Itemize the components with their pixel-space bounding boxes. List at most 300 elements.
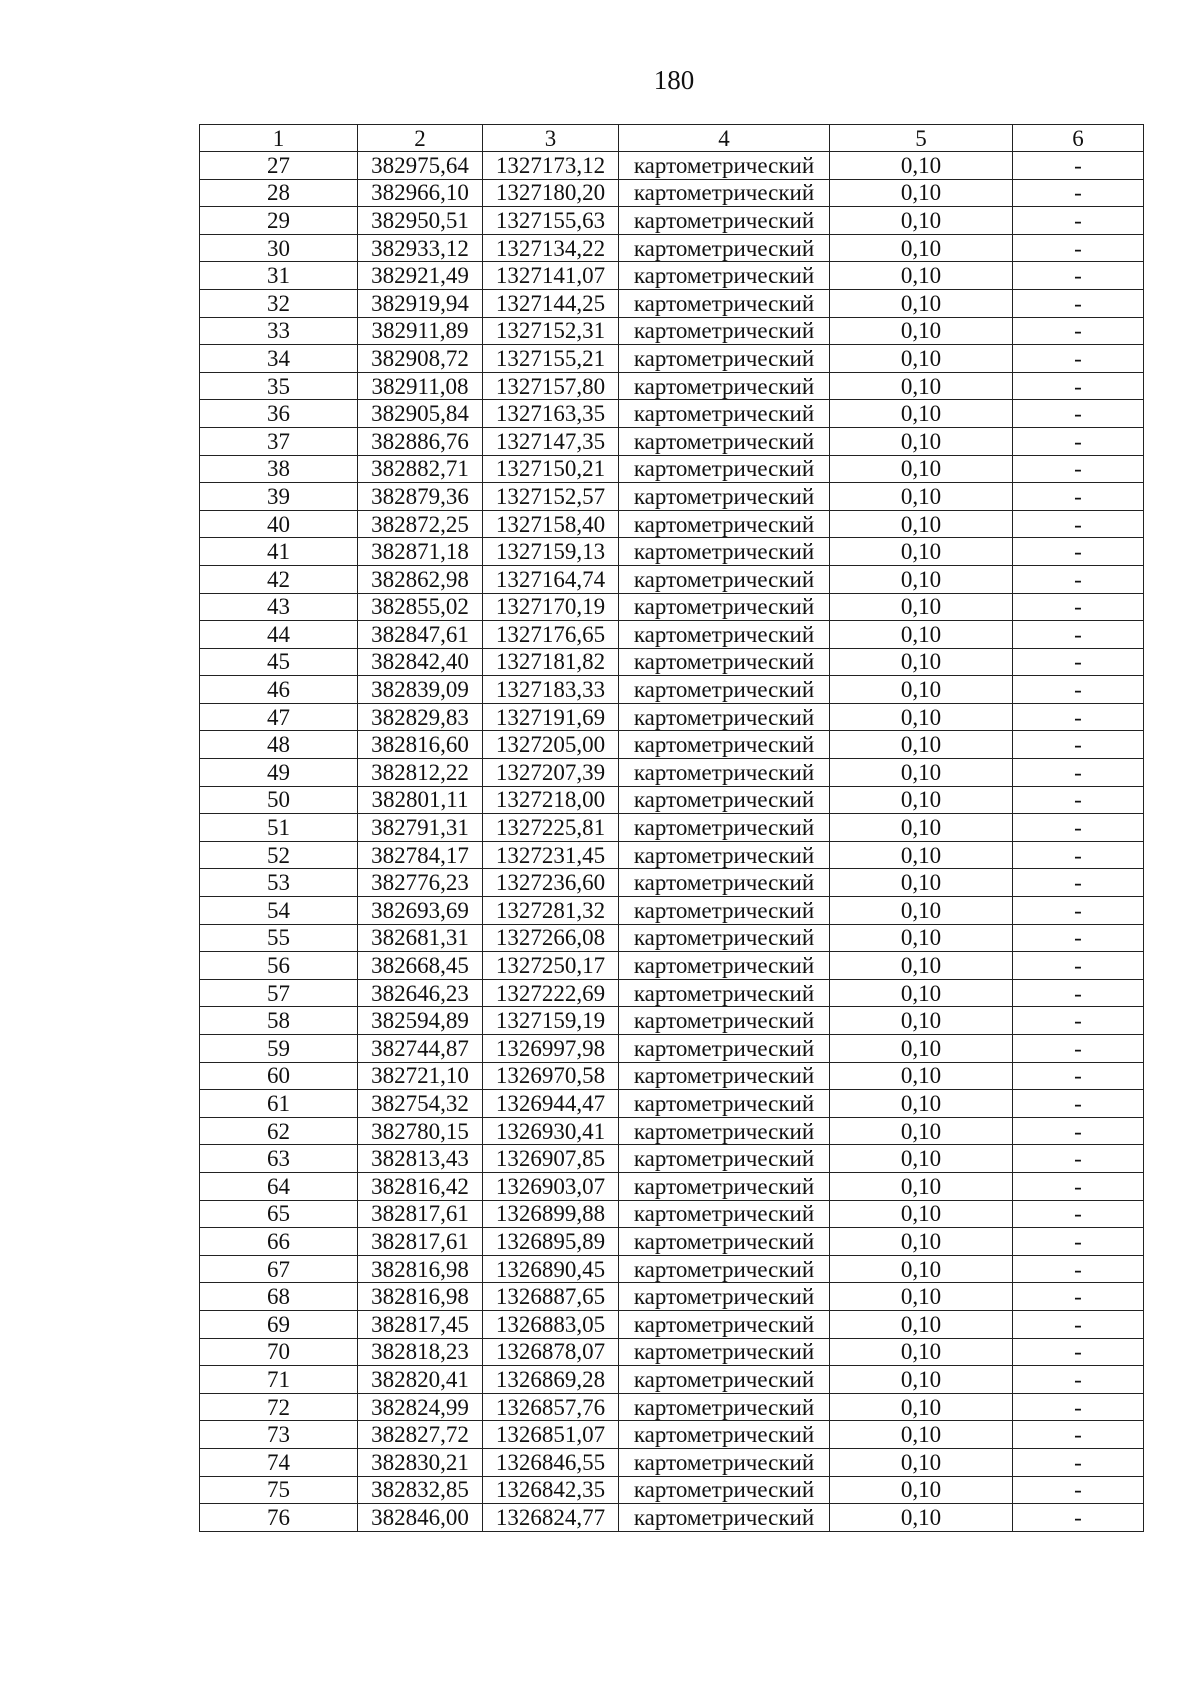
method-cell: картометрический	[619, 427, 830, 455]
note-cell: -	[1013, 262, 1144, 290]
point-number-cell: 61	[200, 1090, 358, 1118]
note-cell: -	[1013, 565, 1144, 593]
table-row	[200, 1117, 1144, 1145]
table-row	[200, 1421, 1144, 1449]
point-number-cell: 33	[200, 317, 358, 345]
y-coordinate-cell: 1327163,35	[483, 400, 619, 428]
x-coordinate-cell: 382754,32	[358, 1090, 483, 1118]
column-header-5: 5	[830, 125, 1013, 152]
note-cell: -	[1013, 1338, 1144, 1366]
x-coordinate-cell: 382911,08	[358, 372, 483, 400]
point-number-cell: 64	[200, 1172, 358, 1200]
table-row	[200, 1007, 1144, 1035]
method-cell: картометрический	[619, 731, 830, 759]
note-cell: -	[1013, 593, 1144, 621]
table-row	[200, 1090, 1144, 1118]
y-coordinate-cell: 1327225,81	[483, 814, 619, 842]
point-number-cell: 38	[200, 455, 358, 483]
accuracy-cell: 0,10	[830, 786, 1013, 814]
point-number-cell: 66	[200, 1228, 358, 1256]
x-coordinate-cell: 382817,61	[358, 1200, 483, 1228]
method-cell: картометрический	[619, 979, 830, 1007]
y-coordinate-cell: 1327183,33	[483, 676, 619, 704]
method-cell: картометрический	[619, 703, 830, 731]
table-row	[200, 510, 1144, 538]
note-cell: -	[1013, 1448, 1144, 1476]
page-number: 180	[653, 65, 695, 95]
note-cell: -	[1013, 621, 1144, 649]
accuracy-cell: 0,10	[830, 1366, 1013, 1394]
y-coordinate-cell: 1326899,88	[483, 1200, 619, 1228]
accuracy-cell: 0,10	[830, 1007, 1013, 1035]
accuracy-cell: 0,10	[830, 179, 1013, 207]
table-row	[200, 676, 1144, 704]
x-coordinate-cell: 382966,10	[358, 179, 483, 207]
accuracy-cell: 0,10	[830, 1145, 1013, 1173]
x-coordinate-cell: 382816,60	[358, 731, 483, 759]
table-header-row	[200, 125, 1144, 152]
table-row	[200, 289, 1144, 317]
method-cell: картометрический	[619, 1090, 830, 1118]
method-cell: картометрический	[619, 1421, 830, 1449]
accuracy-cell: 0,10	[830, 841, 1013, 869]
method-cell: картометрический	[619, 289, 830, 317]
table-row	[200, 234, 1144, 262]
note-cell: -	[1013, 731, 1144, 759]
point-number-cell: 59	[200, 1035, 358, 1063]
note-cell: -	[1013, 759, 1144, 787]
method-cell: картометрический	[619, 676, 830, 704]
method-cell: картометрический	[619, 1228, 830, 1256]
x-coordinate-cell: 382817,45	[358, 1310, 483, 1338]
note-cell: -	[1013, 372, 1144, 400]
x-coordinate-cell: 382950,51	[358, 207, 483, 235]
point-number-cell: 56	[200, 952, 358, 980]
table-row	[200, 897, 1144, 925]
x-coordinate-cell: 382784,17	[358, 841, 483, 869]
accuracy-cell: 0,10	[830, 510, 1013, 538]
table-row	[200, 317, 1144, 345]
y-coordinate-cell: 1327266,08	[483, 924, 619, 952]
method-cell: картометрический	[619, 1172, 830, 1200]
note-cell: -	[1013, 1255, 1144, 1283]
method-cell: картометрический	[619, 1504, 830, 1532]
point-number-cell: 27	[200, 152, 358, 180]
method-cell: картометрический	[619, 814, 830, 842]
table-row	[200, 1504, 1144, 1532]
point-number-cell: 34	[200, 345, 358, 373]
method-cell: картометрический	[619, 565, 830, 593]
y-coordinate-cell: 1326869,28	[483, 1366, 619, 1394]
table-row	[200, 262, 1144, 290]
note-cell: -	[1013, 1228, 1144, 1256]
table-row	[200, 207, 1144, 235]
method-cell: картометрический	[619, 1145, 830, 1173]
y-coordinate-cell: 1326930,41	[483, 1117, 619, 1145]
y-coordinate-cell: 1327205,00	[483, 731, 619, 759]
method-cell: картометрический	[619, 1255, 830, 1283]
point-number-cell: 28	[200, 179, 358, 207]
note-cell: -	[1013, 345, 1144, 373]
y-coordinate-cell: 1327134,22	[483, 234, 619, 262]
x-coordinate-cell: 382975,64	[358, 152, 483, 180]
table-row	[200, 952, 1144, 980]
point-number-cell: 73	[200, 1421, 358, 1449]
method-cell: картометрический	[619, 400, 830, 428]
x-coordinate-cell: 382886,76	[358, 427, 483, 455]
x-coordinate-cell: 382872,25	[358, 510, 483, 538]
method-cell: картометрический	[619, 179, 830, 207]
table-row	[200, 786, 1144, 814]
x-coordinate-cell: 382830,21	[358, 1448, 483, 1476]
y-coordinate-cell: 1326878,07	[483, 1338, 619, 1366]
x-coordinate-cell: 382839,09	[358, 676, 483, 704]
accuracy-cell: 0,10	[830, 262, 1013, 290]
accuracy-cell: 0,10	[830, 345, 1013, 373]
point-number-cell: 68	[200, 1283, 358, 1311]
method-cell: картометрический	[619, 1366, 830, 1394]
table-row	[200, 1172, 1144, 1200]
table-row	[200, 1283, 1144, 1311]
accuracy-cell: 0,10	[830, 1448, 1013, 1476]
point-number-cell: 29	[200, 207, 358, 235]
note-cell: -	[1013, 400, 1144, 428]
note-cell: -	[1013, 510, 1144, 538]
table-row	[200, 483, 1144, 511]
x-coordinate-cell: 382721,10	[358, 1062, 483, 1090]
table-row	[200, 1035, 1144, 1063]
table-row	[200, 814, 1144, 842]
table-row	[200, 1310, 1144, 1338]
y-coordinate-cell: 1327157,80	[483, 372, 619, 400]
method-cell: картометрический	[619, 1062, 830, 1090]
point-number-cell: 53	[200, 869, 358, 897]
method-cell: картометрический	[619, 897, 830, 925]
accuracy-cell: 0,10	[830, 152, 1013, 180]
y-coordinate-cell: 1326944,47	[483, 1090, 619, 1118]
x-coordinate-cell: 382801,11	[358, 786, 483, 814]
coordinates-table	[199, 124, 1144, 1532]
accuracy-cell: 0,10	[830, 952, 1013, 980]
point-number-cell: 37	[200, 427, 358, 455]
accuracy-cell: 0,10	[830, 897, 1013, 925]
x-coordinate-cell: 382846,00	[358, 1504, 483, 1532]
accuracy-cell: 0,10	[830, 1117, 1013, 1145]
accuracy-cell: 0,10	[830, 759, 1013, 787]
y-coordinate-cell: 1326842,35	[483, 1476, 619, 1504]
note-cell: -	[1013, 1476, 1144, 1504]
x-coordinate-cell: 382744,87	[358, 1035, 483, 1063]
accuracy-cell: 0,10	[830, 455, 1013, 483]
y-coordinate-cell: 1326824,77	[483, 1504, 619, 1532]
method-cell: картометрический	[619, 1338, 830, 1366]
y-coordinate-cell: 1327236,60	[483, 869, 619, 897]
method-cell: картометрический	[619, 621, 830, 649]
note-cell: -	[1013, 1035, 1144, 1063]
note-cell: -	[1013, 869, 1144, 897]
table-row	[200, 1145, 1144, 1173]
note-cell: -	[1013, 897, 1144, 925]
x-coordinate-cell: 382776,23	[358, 869, 483, 897]
method-cell: картометрический	[619, 1448, 830, 1476]
point-number-cell: 48	[200, 731, 358, 759]
x-coordinate-cell: 382882,71	[358, 455, 483, 483]
x-coordinate-cell: 382816,98	[358, 1255, 483, 1283]
method-cell: картометрический	[619, 1310, 830, 1338]
accuracy-cell: 0,10	[830, 234, 1013, 262]
note-cell: -	[1013, 1200, 1144, 1228]
accuracy-cell: 0,10	[830, 289, 1013, 317]
table-row	[200, 565, 1144, 593]
y-coordinate-cell: 1327155,21	[483, 345, 619, 373]
table-row	[200, 538, 1144, 566]
method-cell: картометрический	[619, 262, 830, 290]
table-row	[200, 924, 1144, 952]
y-coordinate-cell: 1327222,69	[483, 979, 619, 1007]
accuracy-cell: 0,10	[830, 1283, 1013, 1311]
x-coordinate-cell: 382827,72	[358, 1421, 483, 1449]
note-cell: -	[1013, 648, 1144, 676]
point-number-cell: 50	[200, 786, 358, 814]
y-coordinate-cell: 1326997,98	[483, 1035, 619, 1063]
note-cell: -	[1013, 1117, 1144, 1145]
x-coordinate-cell: 382879,36	[358, 483, 483, 511]
note-cell: -	[1013, 152, 1144, 180]
x-coordinate-cell: 382820,41	[358, 1366, 483, 1394]
note-cell: -	[1013, 1283, 1144, 1311]
x-coordinate-cell: 382832,85	[358, 1476, 483, 1504]
method-cell: картометрический	[619, 1117, 830, 1145]
point-number-cell: 45	[200, 648, 358, 676]
y-coordinate-cell: 1326907,85	[483, 1145, 619, 1173]
y-coordinate-cell: 1326846,55	[483, 1448, 619, 1476]
accuracy-cell: 0,10	[830, 1062, 1013, 1090]
table-row	[200, 400, 1144, 428]
accuracy-cell: 0,10	[830, 621, 1013, 649]
note-cell: -	[1013, 1145, 1144, 1173]
method-cell: картометрический	[619, 234, 830, 262]
x-coordinate-cell: 382693,69	[358, 897, 483, 925]
column-header-1: 1	[200, 125, 358, 152]
accuracy-cell: 0,10	[830, 207, 1013, 235]
table-row	[200, 1255, 1144, 1283]
method-cell: картометрический	[619, 759, 830, 787]
x-coordinate-cell: 382813,43	[358, 1145, 483, 1173]
y-coordinate-cell: 1327152,31	[483, 317, 619, 345]
table-row	[200, 1448, 1144, 1476]
table-row	[200, 703, 1144, 731]
point-number-cell: 49	[200, 759, 358, 787]
point-number-cell: 32	[200, 289, 358, 317]
note-cell: -	[1013, 676, 1144, 704]
accuracy-cell: 0,10	[830, 1338, 1013, 1366]
note-cell: -	[1013, 179, 1144, 207]
method-cell: картометрический	[619, 345, 830, 373]
y-coordinate-cell: 1327191,69	[483, 703, 619, 731]
x-coordinate-cell: 382855,02	[358, 593, 483, 621]
point-number-cell: 51	[200, 814, 358, 842]
method-cell: картометрический	[619, 455, 830, 483]
accuracy-cell: 0,10	[830, 676, 1013, 704]
y-coordinate-cell: 1327173,12	[483, 152, 619, 180]
method-cell: картометрический	[619, 952, 830, 980]
x-coordinate-cell: 382594,89	[358, 1007, 483, 1035]
method-cell: картометрический	[619, 1393, 830, 1421]
table-row	[200, 593, 1144, 621]
y-coordinate-cell: 1326851,07	[483, 1421, 619, 1449]
method-cell: картометрический	[619, 152, 830, 180]
method-cell: картометрический	[619, 207, 830, 235]
table-row	[200, 345, 1144, 373]
method-cell: картометрический	[619, 1035, 830, 1063]
accuracy-cell: 0,10	[830, 538, 1013, 566]
x-coordinate-cell: 382812,22	[358, 759, 483, 787]
accuracy-cell: 0,10	[830, 1035, 1013, 1063]
note-cell: -	[1013, 1310, 1144, 1338]
accuracy-cell: 0,10	[830, 1255, 1013, 1283]
method-cell: картометрический	[619, 593, 830, 621]
note-cell: -	[1013, 483, 1144, 511]
point-number-cell: 63	[200, 1145, 358, 1173]
method-cell: картометрический	[619, 841, 830, 869]
point-number-cell: 30	[200, 234, 358, 262]
point-number-cell: 44	[200, 621, 358, 649]
point-number-cell: 76	[200, 1504, 358, 1532]
y-coordinate-cell: 1327155,63	[483, 207, 619, 235]
y-coordinate-cell: 1327176,65	[483, 621, 619, 649]
y-coordinate-cell: 1326895,89	[483, 1228, 619, 1256]
table-row	[200, 759, 1144, 787]
method-cell: картометрический	[619, 924, 830, 952]
note-cell: -	[1013, 1421, 1144, 1449]
x-coordinate-cell: 382911,89	[358, 317, 483, 345]
note-cell: -	[1013, 979, 1144, 1007]
y-coordinate-cell: 1326857,76	[483, 1393, 619, 1421]
accuracy-cell: 0,10	[830, 869, 1013, 897]
point-number-cell: 60	[200, 1062, 358, 1090]
point-number-cell: 52	[200, 841, 358, 869]
table-row	[200, 427, 1144, 455]
accuracy-cell: 0,10	[830, 1310, 1013, 1338]
point-number-cell: 40	[200, 510, 358, 538]
y-coordinate-cell: 1326970,58	[483, 1062, 619, 1090]
accuracy-cell: 0,10	[830, 1172, 1013, 1200]
note-cell: -	[1013, 1366, 1144, 1394]
x-coordinate-cell: 382681,31	[358, 924, 483, 952]
y-coordinate-cell: 1326887,65	[483, 1283, 619, 1311]
accuracy-cell: 0,10	[830, 1421, 1013, 1449]
y-coordinate-cell: 1327147,35	[483, 427, 619, 455]
y-coordinate-cell: 1327144,25	[483, 289, 619, 317]
point-number-cell: 65	[200, 1200, 358, 1228]
accuracy-cell: 0,10	[830, 1200, 1013, 1228]
point-number-cell: 47	[200, 703, 358, 731]
y-coordinate-cell: 1327164,74	[483, 565, 619, 593]
column-header-4: 4	[619, 125, 830, 152]
accuracy-cell: 0,10	[830, 924, 1013, 952]
x-coordinate-cell: 382862,98	[358, 565, 483, 593]
method-cell: картометрический	[619, 1476, 830, 1504]
point-number-cell: 55	[200, 924, 358, 952]
accuracy-cell: 0,10	[830, 565, 1013, 593]
table-row	[200, 1200, 1144, 1228]
table-row	[200, 1338, 1144, 1366]
table-row	[200, 731, 1144, 759]
accuracy-cell: 0,10	[830, 648, 1013, 676]
note-cell: -	[1013, 952, 1144, 980]
x-coordinate-cell: 382829,83	[358, 703, 483, 731]
point-number-cell: 36	[200, 400, 358, 428]
accuracy-cell: 0,10	[830, 1090, 1013, 1118]
point-number-cell: 35	[200, 372, 358, 400]
y-coordinate-cell: 1327250,17	[483, 952, 619, 980]
y-coordinate-cell: 1327152,57	[483, 483, 619, 511]
y-coordinate-cell: 1327231,45	[483, 841, 619, 869]
table-row	[200, 179, 1144, 207]
note-cell: -	[1013, 234, 1144, 262]
x-coordinate-cell: 382905,84	[358, 400, 483, 428]
note-cell: -	[1013, 1172, 1144, 1200]
y-coordinate-cell: 1327159,19	[483, 1007, 619, 1035]
note-cell: -	[1013, 814, 1144, 842]
y-coordinate-cell: 1327141,07	[483, 262, 619, 290]
y-coordinate-cell: 1327158,40	[483, 510, 619, 538]
x-coordinate-cell: 382847,61	[358, 621, 483, 649]
note-cell: -	[1013, 207, 1144, 235]
point-number-cell: 41	[200, 538, 358, 566]
point-number-cell: 70	[200, 1338, 358, 1366]
table-body	[200, 152, 1144, 1532]
point-number-cell: 58	[200, 1007, 358, 1035]
method-cell: картометрический	[619, 483, 830, 511]
point-number-cell: 71	[200, 1366, 358, 1394]
accuracy-cell: 0,10	[830, 1228, 1013, 1256]
x-coordinate-cell: 382842,40	[358, 648, 483, 676]
table-row	[200, 621, 1144, 649]
note-cell: -	[1013, 538, 1144, 566]
note-cell: -	[1013, 1062, 1144, 1090]
table-row	[200, 841, 1144, 869]
x-coordinate-cell: 382780,15	[358, 1117, 483, 1145]
accuracy-cell: 0,10	[830, 400, 1013, 428]
point-number-cell: 54	[200, 897, 358, 925]
table-row	[200, 979, 1144, 1007]
point-number-cell: 72	[200, 1393, 358, 1421]
method-cell: картометрический	[619, 1283, 830, 1311]
accuracy-cell: 0,10	[830, 427, 1013, 455]
y-coordinate-cell: 1327207,39	[483, 759, 619, 787]
point-number-cell: 75	[200, 1476, 358, 1504]
table-row	[200, 869, 1144, 897]
note-cell: -	[1013, 317, 1144, 345]
x-coordinate-cell: 382668,45	[358, 952, 483, 980]
table-row	[200, 1393, 1144, 1421]
point-number-cell: 57	[200, 979, 358, 1007]
y-coordinate-cell: 1327218,00	[483, 786, 619, 814]
note-cell: -	[1013, 703, 1144, 731]
x-coordinate-cell: 382824,99	[358, 1393, 483, 1421]
x-coordinate-cell: 382817,61	[358, 1228, 483, 1256]
point-number-cell: 67	[200, 1255, 358, 1283]
column-header-3: 3	[483, 125, 619, 152]
method-cell: картометрический	[619, 317, 830, 345]
table-row	[200, 455, 1144, 483]
x-coordinate-cell: 382921,49	[358, 262, 483, 290]
note-cell: -	[1013, 1090, 1144, 1118]
method-cell: картометрический	[619, 510, 830, 538]
x-coordinate-cell: 382816,98	[358, 1283, 483, 1311]
y-coordinate-cell: 1327159,13	[483, 538, 619, 566]
